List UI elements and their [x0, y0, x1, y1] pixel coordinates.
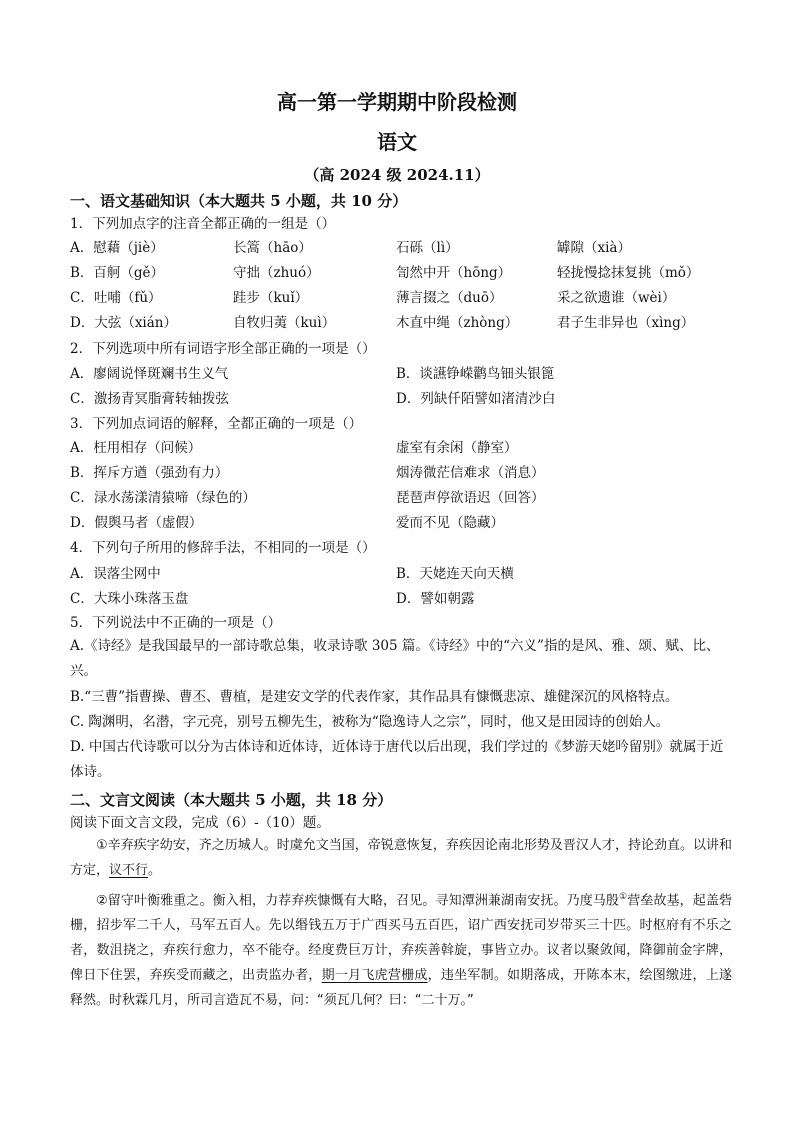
q1-b-1: B．百舸（gě） — [70, 265, 165, 281]
passage-paragraph-1 — [70, 833, 732, 883]
passage-p1-end: 。 — [148, 863, 162, 878]
q5-option-c: C. 陶渊明，名潜，字元亮，别号五柳先生，被称为“隐逸诗人之宗”，同时，他又是田园诗的创始人。 — [70, 714, 670, 730]
footnote-marker: ① — [619, 892, 628, 902]
passage-p2-text-b: 营垒故基，起盖砦栅，招步军二千人，马军五百人。先以缗钱五万于广西买马五百匹，诏广西安抚司岁带买三十匹。时枢府有不乐之者，数沮挠之，弃疾行愈力，卒不能夺。经度费巨万计，弃疾善斡旋，事皆立办。议者以聚敛闻，降御前金字牌，俾日下住罢，弃疾受而藏之，出责监办者， — [70, 893, 732, 984]
q2-option-d: D．列缺仟陌譬如渚清沙白 — [396, 391, 556, 407]
q1-a-3: 石砾（lì） — [396, 240, 459, 256]
passage-p1-text: ①辛弃疾字幼安，齐之历城人。时虞允文当国，帝锐意恢复，弃疾因论南北形势及晋汉人才，持论劲直。以讲和方定， — [70, 838, 732, 878]
section1-heading: 一、语文基础知识（本大题共 5 小题，共 10 分） — [70, 192, 408, 210]
q1-a-4: 罅隙（xià） — [557, 240, 631, 256]
q5-option-b: B.“三曹”指曹操、曹丕、曹植，是建安文学的代表作家，其作品具有慷慨悲凉、雄健深沉的风格特点。 — [70, 689, 679, 705]
q1-d-1: D．大弦（xián） — [70, 315, 177, 331]
q3-option-b-2: 烟涛微茫信难求（消息） — [396, 465, 545, 481]
q4-stem: 4．下列句子所用的修辞手法，不相同的一项是（） — [70, 540, 376, 556]
q2-option-c: C．激扬青冥脂膏转轴拨弦 — [70, 391, 229, 407]
q1-stem: 1．下列加点字的注音全都正确的一组是（） — [70, 216, 336, 232]
passage-p2-underlined: 期一月飞虎营栅成 — [321, 968, 428, 984]
q2-option-a: A．廖阔说怿斑斓书生义气 — [70, 366, 229, 382]
q1-d-2: 自牧归荑（kuì） — [233, 315, 336, 331]
passage-p2-text-c: ，违坐军制。如期落成，开陈本末，绘图缴进，上遂释然。时秋霖几月，所司言造瓦不易，问：“须瓦几何？曰：“二十万。” — [70, 968, 732, 1009]
q1-b-3: 訇然中开（hōng） — [396, 265, 512, 281]
passage-p2-text-a: ②留守叶衡雅重之。衡入相，力荐弃疾慷慨有大略，召见。寻知潭洲兼湖南安抚。乃度马殷 — [96, 893, 620, 909]
q3-option-c-2: 琵琶声停欲语迟（回答） — [396, 490, 545, 506]
section2-heading: 二、文言文阅读（本大题共 5 小题，共 18 分） — [70, 791, 393, 809]
q5-option-d: D. 中国古代诗歌可以分为古体诗和近体诗，近体诗于唐代以后出现，我们学过的《梦游天姥吟留别》就属于近体诗。 — [70, 739, 724, 780]
q1-c-3: 薄言掇之（duō） — [396, 290, 503, 306]
section2-intro: 阅读下面文言文段，完成（6）-（10）题。 — [70, 815, 330, 831]
q3-option-a-1: A．枉用相存（问候） — [70, 440, 202, 456]
exam-title: 高一第一学期期中阶段检测 — [277, 90, 517, 114]
q5-stem: 5．下列说法中不正确的一项是（） — [70, 615, 282, 631]
q1-c-2: 跬步（kuǐ） — [233, 290, 309, 306]
q3-option-d-1: D．假舆马者（虚假） — [70, 515, 203, 531]
passage-paragraph-2 — [70, 885, 732, 1013]
q4-option-d: D．譬如朝露 — [396, 591, 475, 607]
passage-p1-underlined: 议不行 — [109, 863, 149, 878]
q3-option-b-1: B．挥斥方遒（强劲有力） — [70, 465, 229, 481]
q1-a-1: A．慰藉（jiè） — [70, 240, 164, 256]
q1-d-4: 君子生非异也（xìng） — [557, 315, 695, 331]
q1-b-2: 守拙（zhuó） — [233, 265, 320, 281]
q3-option-c-1: C．渌水荡漾清猿啼（绿色的） — [70, 490, 256, 506]
q3-option-a-2: 虚室有余闲（静室） — [396, 440, 518, 456]
q1-c-1: C．吐哺（fǔ） — [70, 290, 162, 306]
q3-stem: 3．下列加点词语的解释，全都正确的一项是（） — [70, 416, 363, 432]
q2-stem: 2．下列选项中所有词语字形全部正确的一项是（） — [70, 341, 376, 357]
q1-c-4: 采之欲遗谁（wèi） — [557, 290, 676, 306]
q1-d-3: 木直中绳（zhòng） — [396, 315, 519, 331]
q2-option-b: B．谈讌铮嵘鹳鸟钿头银篦 — [396, 366, 555, 382]
q4-option-b: B．天姥连天向天横 — [396, 566, 514, 582]
q3-option-d-2: 爱而不见（隐藏） — [396, 515, 504, 531]
q1-b-4: 轻拢慢捻抹复挑（mǒ） — [557, 265, 700, 281]
q5-option-a: A.《诗经》是我国最早的一部诗歌总集，收录诗歌 305 篇。《诗经》中的“六义”指的是风、雅、颂、赋、比、兴。 — [70, 638, 720, 679]
exam-subject: 语文 — [377, 130, 417, 154]
q1-a-2: 长篙（hāo） — [233, 240, 312, 256]
exam-grade-date: （高 2024 级 2024.11） — [304, 166, 490, 184]
q4-option-a: A．误落尘网中 — [70, 566, 161, 582]
q4-option-c: C．大珠小珠落玉盘 — [70, 591, 189, 607]
